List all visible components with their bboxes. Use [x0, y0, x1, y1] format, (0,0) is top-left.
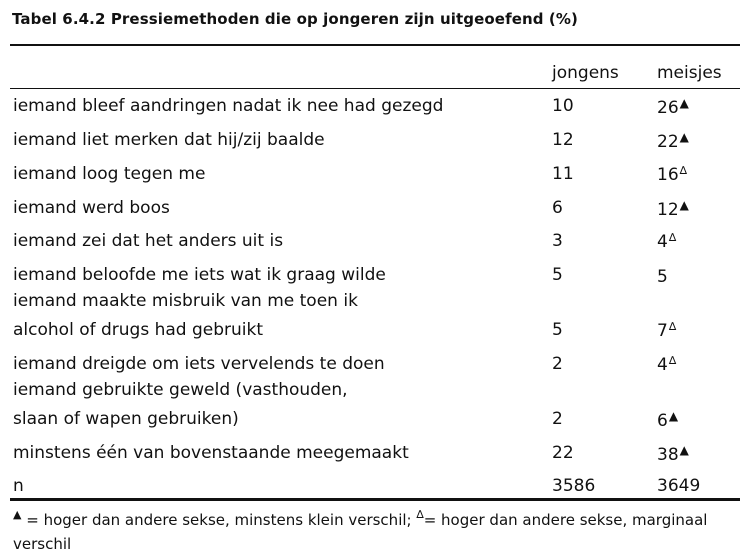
value-jongens: 5: [552, 265, 563, 285]
significance-marker: ∆: [668, 354, 677, 367]
significance-marker: ▲: [679, 443, 689, 457]
row-label: iemand liet merken dat hij/zij baalde: [13, 130, 325, 150]
value-jongens: 3: [552, 231, 563, 251]
table-title: Tabel 6.4.2 Pressiemethoden die op jongeren zijn uitgeoefend (%): [12, 10, 578, 28]
value-jongens: 11: [552, 164, 574, 184]
value-jongens: 2: [552, 409, 563, 429]
column-header-meisjes: meisjes: [657, 63, 722, 83]
row-label-continued: slaan of wapen gebruiken): [13, 409, 239, 429]
significance-marker: ▲: [679, 96, 689, 110]
value-jongens: 2: [552, 354, 563, 374]
row-label: minstens één van bovenstaande meegemaakt: [13, 443, 409, 463]
title-rule: [10, 44, 740, 46]
open-triangle-icon: ∆: [416, 508, 424, 521]
column-header-jongens: jongens: [552, 63, 619, 83]
value-jongens: 22: [552, 443, 574, 463]
row-label-continued: alcohol of drugs had gebruikt: [13, 320, 264, 340]
value-meisjes: 4∆: [657, 354, 677, 375]
row-label: iemand gebruikte geweld (vasthouden,: [13, 380, 348, 400]
row-label: iemand werd boos: [13, 198, 170, 218]
value-meisjes: 26▲: [657, 96, 689, 118]
row-label: iemand zei dat het anders uit is: [13, 231, 284, 251]
value-meisjes: 3649: [657, 476, 701, 496]
row-label: iemand maakte misbruik van me toen ik: [13, 291, 358, 311]
row-label: iemand dreigde om iets vervelends te doen: [13, 354, 385, 374]
significance-marker: ∆: [679, 164, 687, 177]
value-meisjes: 7∆: [657, 320, 677, 341]
row-label: n: [13, 476, 24, 496]
legend-text-filled: = hoger dan andere sekse, minstens klein verschil;: [21, 511, 417, 529]
header-rule: [10, 88, 740, 89]
value-jongens: 6: [552, 198, 563, 218]
filled-triangle-icon: ▲: [13, 508, 22, 521]
significance-marker: ▲: [679, 198, 689, 212]
value-meisjes: 5: [657, 267, 668, 287]
value-jongens: 5: [552, 320, 563, 340]
value-meisjes: 4∆: [657, 231, 677, 252]
row-label: iemand beloofde me iets wat ik graag wilde: [13, 265, 386, 285]
value-meisjes: 12▲: [657, 198, 689, 220]
value-meisjes: 38▲: [657, 443, 689, 465]
significance-marker: ∆: [668, 320, 677, 333]
value-jongens: 3586: [552, 476, 596, 496]
legend-text-open: = hoger dan andere sekse, marginaal verschil: [13, 511, 708, 553]
row-label: iemand loog tegen me: [13, 164, 206, 184]
value-meisjes: 16∆: [657, 164, 687, 185]
bottom-rule: [10, 498, 740, 501]
value-meisjes: 22▲: [657, 130, 689, 152]
significance-marker: ▲: [668, 409, 679, 423]
row-label: iemand bleef aandringen nadat ik nee had gezegd: [13, 96, 444, 116]
significance-marker: ▲: [679, 130, 689, 144]
value-jongens: 12: [552, 130, 574, 150]
legend-note: [13, 503, 737, 556]
value-meisjes: 6▲: [657, 409, 679, 431]
significance-marker: ∆: [668, 231, 677, 244]
value-jongens: 10: [552, 96, 574, 116]
